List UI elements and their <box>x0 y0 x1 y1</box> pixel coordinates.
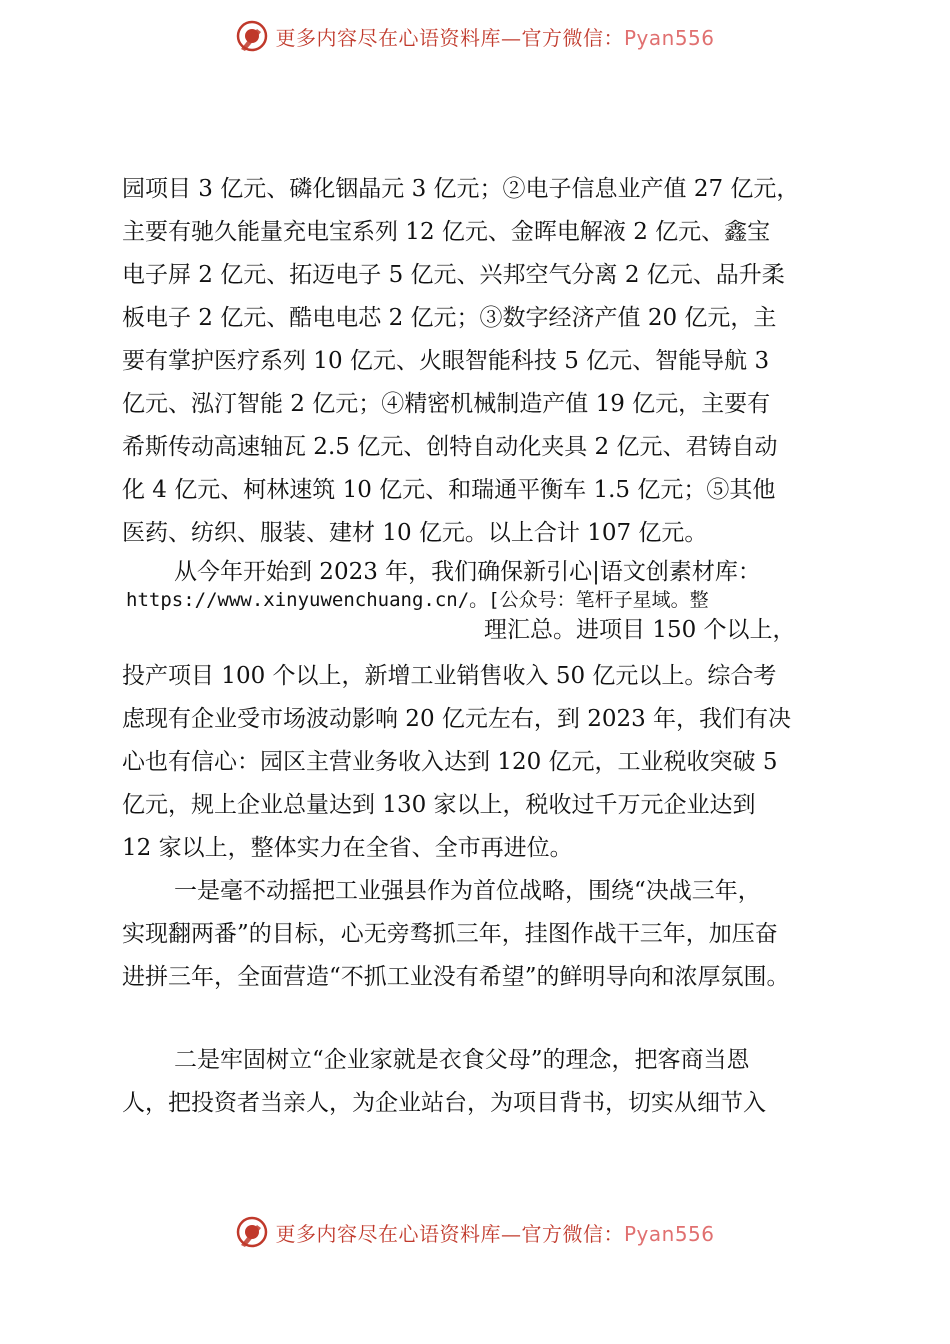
paragraph-4 <box>122 1039 842 1125</box>
footer-banner <box>0 1212 950 1252</box>
text-line: 心也有信心：园区主营业务收入达到 120 亿元，工业税收突破 5 <box>122 749 778 775</box>
paragraph-2 <box>122 555 842 870</box>
footer-text <box>275 1218 714 1247</box>
text-line: 投产项目 100 个以上，新增工业销售收入 50 亿元以上。综合考 <box>122 663 777 689</box>
text-line: 一是毫不动摇把工业强县作为首位战略，围绕“决战三年， <box>174 878 761 904</box>
paragraph-3 <box>122 870 842 999</box>
text-line: 实现翻两番”的目标，心无旁骛抓三年，挂图作战干三年，加压奋 <box>122 921 778 947</box>
text-line: 板电子 2 亿元、酷电电芯 2 亿元；③数字经济产值 20 亿元，主 <box>122 305 777 331</box>
pen-circle-logo-icon <box>235 19 269 53</box>
document-body <box>122 168 842 1125</box>
paragraph-gap <box>122 999 842 1039</box>
text-line: 人，把投资者当亲人，为企业站台，为项目背书，切实从细节入 <box>122 1090 766 1116</box>
paragraph-1 <box>122 168 842 555</box>
text-line: 虑现有企业受市场波动影响 20 亿元左右，到 2023 年，我们有决 <box>122 706 792 732</box>
header-label: 更多内容尽在心语资料库—官方微信： <box>275 25 624 50</box>
header-banner <box>0 16 950 56</box>
text-line: 希斯传动高速轴瓦 2.5 亿元、创特自动化夹具 2 亿元、君铸自动 <box>122 434 778 460</box>
pen-circle-logo-icon <box>235 1215 269 1249</box>
text-line: 12 家以上，整体实力在全省、全市再进位。 <box>122 835 573 861</box>
text-line: 医药、纺织、服装、建材 10 亿元。以上合计 107 亿元。 <box>122 520 708 546</box>
text-line: 主要有驰久能量充电宝系列 12 亿元、金晖电解液 2 亿元、鑫宝 <box>122 219 771 245</box>
header-wechat-id: Pyan556 <box>623 25 715 50</box>
header-text <box>275 22 714 51</box>
footer-wechat-id: Pyan556 <box>623 1221 715 1246</box>
text-line: 从今年开始到 2023 年，我们确保新引心|语文创素材库： <box>174 559 761 585</box>
text-line: 电子屏 2 亿元、拓迈电子 5 亿元、兴邦空气分离 2 亿元、品升柔 <box>122 262 785 288</box>
text-line: 要有掌护医疗系列 10 亿元、火眼智能科技 5 亿元、智能导航 3 <box>122 348 770 374</box>
text-line: 二是牢固树立“企业家就是衣食父母”的理念，把客商当恩 <box>174 1047 750 1073</box>
text-line: https://www.xinyuwenchuang.cn/。[公众号：笔杆子星域。整 <box>126 589 709 611</box>
footer-label: 更多内容尽在心语资料库—官方微信： <box>275 1221 624 1246</box>
text-line: 化 4 亿元、柯林速筑 10 亿元、和瑞通平衡车 1.5 亿元；⑤其他 <box>122 477 776 503</box>
text-line: 理汇总。进项目 150 个以上， <box>484 617 796 643</box>
text-line: 亿元，规上企业总量达到 130 家以上，税收过千万元企业达到 <box>122 792 756 818</box>
text-line: 亿元、泓汀智能 2 亿元；④精密机械制造产值 19 亿元，主要有 <box>122 391 771 417</box>
text-line: 园项目 3 亿元、磷化铟晶元 3 亿元；②电子信息业产值 27 亿元， <box>122 176 800 202</box>
text-line: 进拼三年，全面营造“不抓工业没有希望”的鲜明导向和浓厚氛围。 <box>122 964 790 990</box>
